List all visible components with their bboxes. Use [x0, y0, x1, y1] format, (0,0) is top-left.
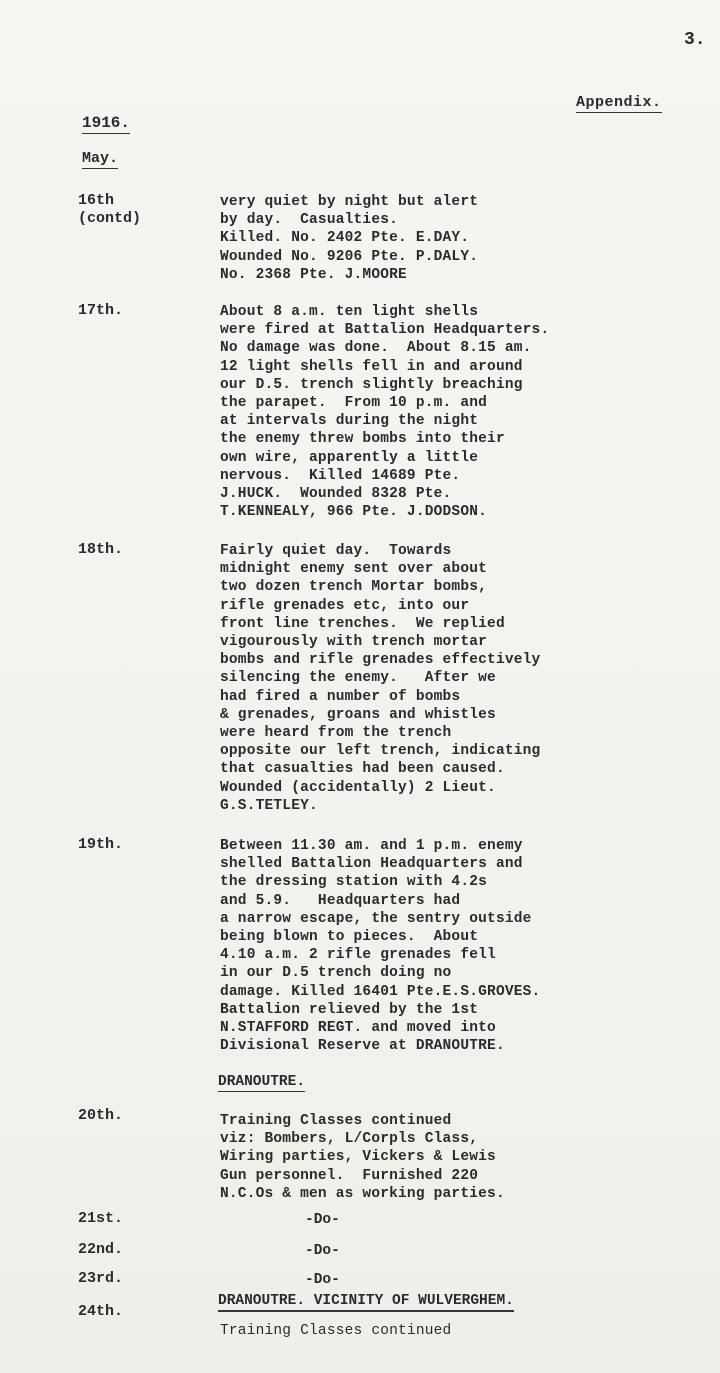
entry-date-23: 23rd.: [78, 1270, 124, 1287]
location-heading-wulverghem: DRANOUTRE. VICINITY OF WULVERGHEM.: [218, 1293, 514, 1312]
entry-text-24: Training Classes continued: [220, 1323, 452, 1339]
entry-text-16: very quiet by night but alert by day. Casualties. Killed. No. 2402 Pte. E.DAY. Wounded No. 9206 Pte. P.DALY. No. 2368 Pte. J.MOORE: [220, 194, 479, 283]
entry-text-17: About 8 a.m. ten light shells were fired at Battalion Headquarters. No damage was done. About 8.15 am. 12 light shells fell in and around our D.5. trench slightly breaching the parapet. From 10 p.m. and at intervals during the night the enemy threw bombs into their own wire, apparently a little nervous. Killed 14689 Pte. J.HUCK. Wounded 8328 Pte. T.KENNEALY, 966 Pte. J.DODSON.: [220, 304, 550, 521]
location-heading-dranoutre: DRANOUTRE.: [218, 1074, 306, 1090]
entry-date-22: 22nd.: [78, 1241, 124, 1258]
appendix-label: Appendix.: [576, 94, 662, 111]
entry-text-21: -Do-: [305, 1212, 340, 1228]
entry-date-18: 18th.: [78, 541, 124, 558]
entry-date-17: 17th.: [78, 302, 124, 319]
entry-date-20: 20th.: [78, 1107, 124, 1124]
page-number: 3.: [684, 30, 706, 50]
month-heading: May.: [82, 150, 119, 167]
entry-date-24: 24th.: [78, 1303, 124, 1320]
year-heading: 1916.: [82, 114, 131, 132]
entry-date-16: 16th (contd): [78, 192, 142, 227]
entry-text-20: Training Classes continued viz: Bombers, L/Corpls Class, Wiring parties, Vickers & Lewis Gun personnel. Furnished 220 N.C.Os & men as working parties.: [220, 1113, 505, 1202]
entry-date-19: 19th.: [78, 836, 124, 853]
entry-text-23: -Do-: [305, 1272, 340, 1288]
entry-date-21: 21st.: [78, 1210, 124, 1227]
entry-text-22: -Do-: [305, 1243, 340, 1259]
entry-text-18: Fairly quiet day. Towards midnight enemy sent over about two dozen trench Mortar bombs, rifle grenades etc, into our front line trenches. We replied vigourously with trench mortar bombs and rifle grenades effectively silencing the enemy. After we had fired a number of bombs & grenades, groans and whistles were heard from the trench opposite our left trench, indicating that casualties had been caused. Wounded (accidentally) 2 Lieut. G.S.TETLEY.: [220, 543, 541, 814]
entry-text-19: Between 11.30 am. and 1 p.m. enemy shelled Battalion Headquarters and the dressing station with 4.2s and 5.9. Headquarters had a narrow escape, the sentry outside being blown to pieces. About 4.10 a.m. 2 rifle grenades fell in our D.5 trench doing no damage. Killed 16401 Pte.E.S.GROVES. Battalion relieved by the 1st N.STAFFORD REGT. and moved into Divisional Reserve at DRANOUTRE.: [220, 838, 541, 1055]
